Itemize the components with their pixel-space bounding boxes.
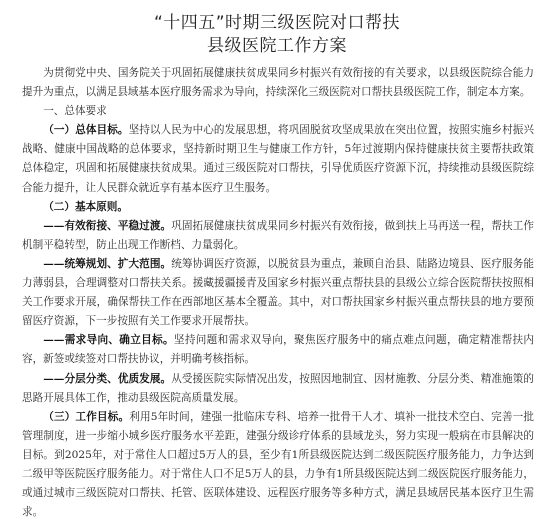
section-heading-text: 一、总体要求 <box>43 105 107 118</box>
paragraph-text: 利用5年时间，建强一批临床专科、培养一批骨干人才、填补一批技术空白、完善一批管理制度，进一步缩小城乡医疗服务水平差距，建强分级诊疗体系的县域龙头，努力实现一般病在市县解决的目标。到2025年，对于常住人口超过5万人的县，至少有1所县级医院达到二级医院医疗服务能力，力争达到二级甲等医院医疗服务能力。对于常住人口不足5万人的县，力争有1所县级医院达到二级医院医疗服务能力，或通过城市三级医院对口帮扶、托管、医联体建设、远程医疗服务等多种方式，满足县域居民基本医疗卫生需求。 <box>22 410 534 519</box>
principle-paragraph <box>22 255 534 331</box>
paragraph-text: 坚持以人民为中心的发展思想，将巩固脱贫攻坚成果放在突出位置，按照实施乡村振兴战略、健康中国战略的总体要求，坚持新时期卫生与健康工作方针，5年过渡期内保持健康扶贫主要帮扶政策总体稳定，巩固和拓展健康扶贫成果。通过三级医院对口帮扶，引导优质医疗资源下沉，持续推动县级医院综合能力提升，让人民群众就近享有基本医疗卫生服务。 <box>22 124 534 194</box>
paragraph-lead: ——有效衔接、平稳过渡。 <box>43 219 172 232</box>
paragraph-text: 为贯彻党中央、国务院关于巩固拓展健康扶贫成果同乡村振兴有效衔接的有关要求，以县级医院综合能力提升为重点，以满足县域基本医疗服务需求为导向，持续深化三级医院对口帮扶县级医院工作，制定本方案。 <box>22 67 534 99</box>
paragraph-text: 坚持问题和需求双导向，聚焦医疗服务中的痛点难点问题，确定精准帮扶内容，新签或续签对口帮扶协议，并明确考核指标。 <box>22 334 535 366</box>
paragraph-lead: （二）基本原则。 <box>43 200 128 213</box>
section-heading <box>22 102 534 121</box>
paragraph-text: 巩固拓展健康扶贫成果同乡村振兴有效衔接，做到扶上马再送一程，帮扶工作机制平稳转型，防止出现工作断档、力量弱化。 <box>22 219 534 251</box>
paragraph-lead: （三）工作目标。 <box>43 410 130 423</box>
paragraph-lead: ——需求导向、确立目标。 <box>43 334 174 347</box>
paragraph-lead: （一）总体目标。 <box>43 124 129 137</box>
document-title-line2: 县级医院工作方案 <box>207 36 347 56</box>
principle-paragraph <box>22 331 534 369</box>
paragraph-lead: ——统筹规划、扩大范围。 <box>43 257 172 270</box>
goal-paragraph <box>22 121 534 197</box>
paragraph-text: 统筹协调医疗资源，以脱贫县为重点，兼顾自治县、陆路边境县、医疗服务能力薄弱县，合理调整对口帮扶关系。援藏援疆援青及国家乡村振兴重点帮扶县的县级公立综合医院帮扶按照相关工作要求开展，确保帮扶工作在西部地区基本全覆盖。其中，对口帮扶国家乡村振兴重点帮扶县的地方要预留医疗资源，下一步按照有关工作要求开展帮扶。 <box>22 257 534 328</box>
principles-heading <box>22 198 534 217</box>
document-title-line1: “十四五”时期三级医院对口帮扶 <box>153 13 401 33</box>
paragraph-lead: ——分层分类、优质发展。 <box>43 372 172 385</box>
intro-paragraph <box>22 64 534 102</box>
paragraph-text: 从受援医院实际情况出发，按照因地制宜、因材施教、分层分类、精准施策的思路开展具体工作，推动县级医院高质量发展。 <box>22 372 534 404</box>
work-goal-paragraph <box>22 408 534 522</box>
principle-paragraph <box>22 370 534 408</box>
principle-paragraph <box>22 217 534 255</box>
document-body <box>22 64 534 522</box>
